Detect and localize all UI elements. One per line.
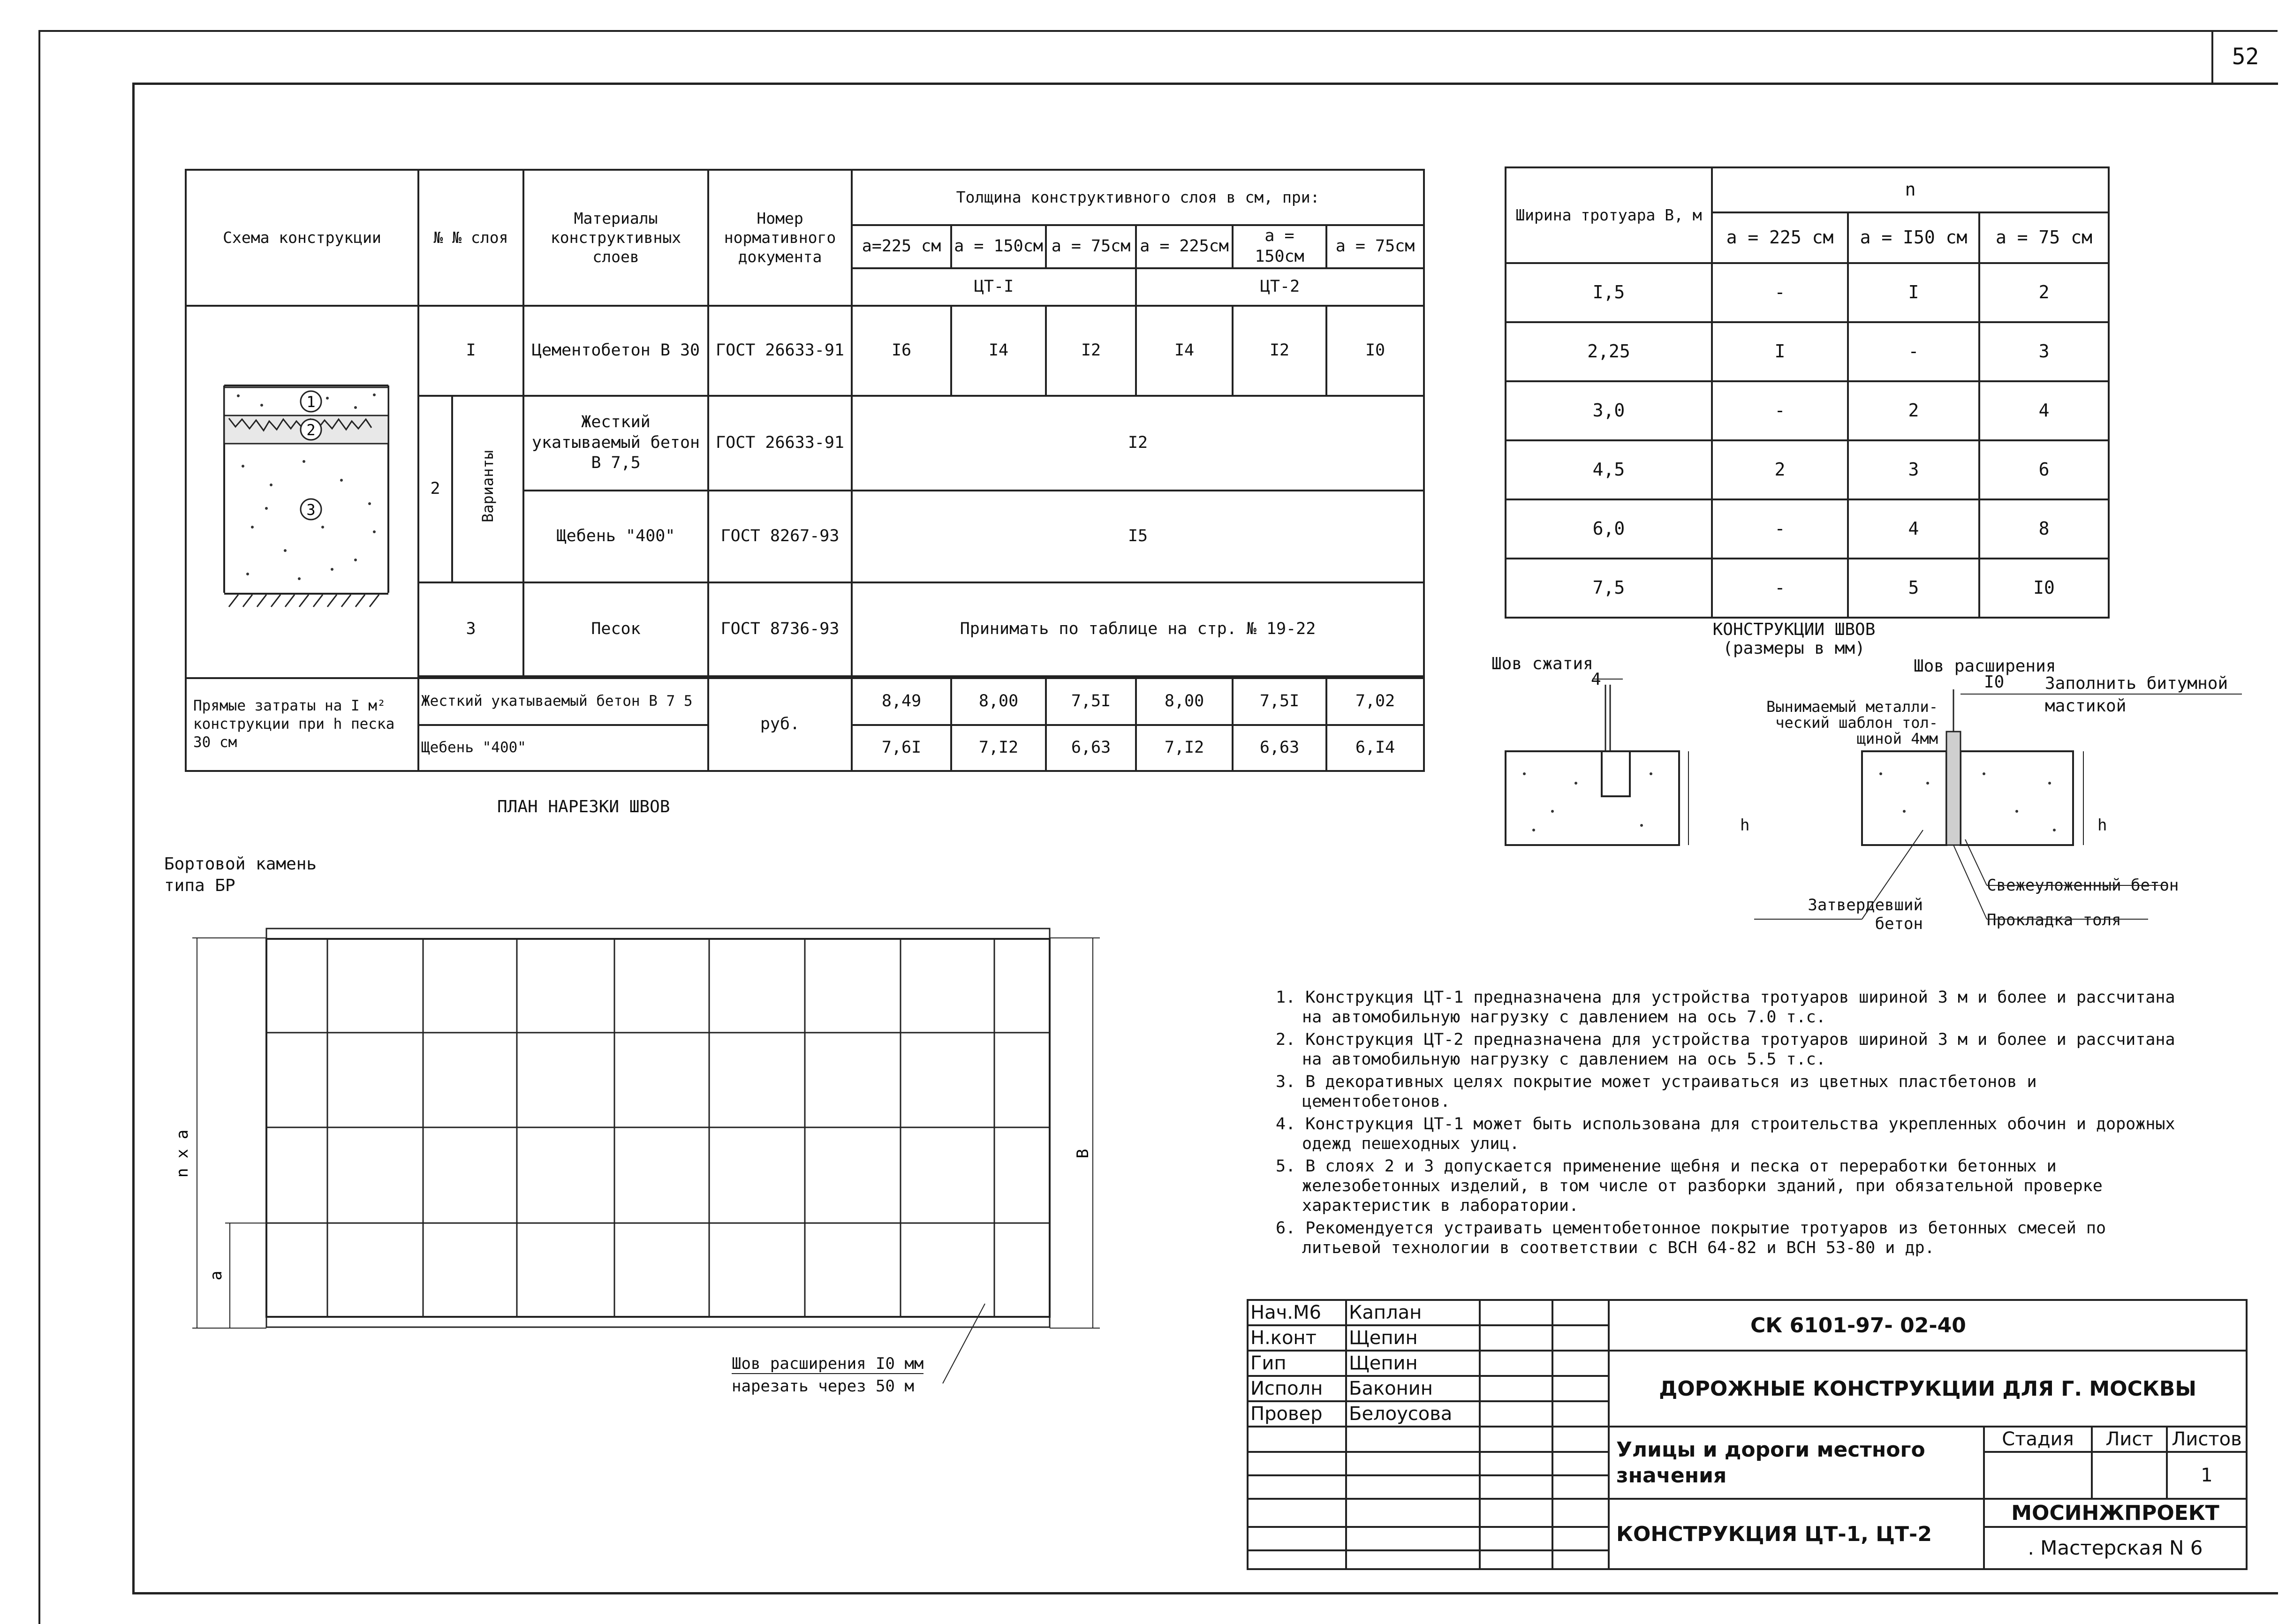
thickness-cell: I4 [1136,306,1233,396]
layer-doc: ГОСТ 26633-91 [708,396,852,491]
plan-title: ПЛАН НАРЕЗКИ ШВОВ [497,797,670,816]
stamp-role: Нач.М6 [1248,1300,1346,1325]
joints-drawing [1491,671,2251,952]
header-a: а = 75см [1326,225,1424,268]
plan-joint-note-1: Шов расширения I0 мм [732,1354,924,1373]
stamp-name: Баконин [1346,1376,1480,1401]
layer-scheme-drawing [187,307,419,677]
plan-drawing [173,919,1144,1388]
n-cell: - [1712,263,1848,322]
layer-doc: ГОСТ 26633-91 [708,306,852,396]
header-scheme: Схема конструкции [186,170,418,306]
layer-doc: ГОСТ 8267-93 [708,491,852,582]
layer-material: Жесткий укатываемый бетон В 7,5 [523,396,708,491]
header-ct2: ЦТ-2 [1136,268,1424,306]
n-cell: 8 [1979,499,2109,559]
stamp-section: Улицы и дороги местного значения [1609,1427,1984,1499]
thickness-merged: I5 [852,491,1424,582]
stamp-signature [1480,1401,1552,1427]
n-cell: I [1848,263,1979,322]
stamp-date [1552,1300,1609,1325]
header-a: а=225 см [852,225,951,268]
thickness-cell: I2 [1233,306,1326,396]
thickness-cell: I4 [951,306,1046,396]
thickness-cell: I6 [852,306,951,396]
header-materials: Материалы конструктивных слоев [523,170,708,306]
stamp-signature [1480,1376,1552,1401]
header-a: а = 75см [1046,225,1136,268]
n-cell: I0 [1979,559,2109,618]
note-item: 1. Конструкция ЦТ-1 предназначена для устройства тротуаров шириной 3 м и более и рассчитана на автомобильную нагрузку с давлением на ось 7.0 т.с. [1276,988,2175,1027]
stamp-date [1552,1325,1609,1351]
cost-label: Прямые затраты на I м² конструкции при h песка 30 см [186,678,418,771]
stamp-construction: КОНСТРУКЦИЯ ЦТ-1, ЦТ-2 [1609,1499,1984,1569]
note-item: 2. Конструкция ЦТ-2 предназначена для устройства тротуаров шириной 3 м и более и рассчитана на автомобильную нагрузку с давлением на ось 5.5 т.с. [1276,1030,2175,1069]
note-item: 5. В слоях 2 и 3 допускается применение щебня и песка от переработки бетонных и железобетонных изделий, в том числе от разборки зданий, при обязательной проверке характеристик в лаборатории. [1276,1157,2103,1215]
dim-4: 4 [1591,670,1601,689]
layer-no: I [418,306,523,396]
n-cell: 4 [1848,499,1979,559]
dim-a: a [207,1270,226,1281]
label-h-2: h [2097,816,2107,835]
cost-material: Жесткий укатываемый бетон В 7 5 [418,678,708,725]
thickness-merged: Принимать по таблице на стр. № 19-22 [852,582,1424,676]
width-value: 6,0 [1506,499,1712,559]
header-a: а = 225см [1136,225,1233,268]
n-cell: - [1848,322,1979,381]
n-cell: - [1712,559,1848,618]
note-item: 6. Рекомендуется устраивать цементобетонное покрытие тротуаров из бетонных смесей по литьевой технологии в соответствии с ВСН 64-82 и ВСН 53-80 и др. [1276,1219,2106,1257]
label-shov-rasshireniya: Шов расширения [1914,657,2056,676]
label-tol: Прокладка толя [1987,911,2121,929]
stamp-date [1552,1376,1609,1401]
stamp-name: Белоусова [1346,1401,1480,1427]
label-hardened-concrete: Затвердевший бетон [1808,896,1923,933]
cost-cell: 7,5I [1046,678,1136,725]
stamp-name: Щепин [1346,1325,1480,1351]
cost-cell: 7,I2 [951,725,1046,771]
scheme-cell [186,306,418,678]
n-cell: 4 [1979,381,2109,440]
dim-b: B [1074,1148,1092,1159]
layer-material: Щебень "400" [523,491,708,582]
width-value: 4,5 [1506,440,1712,499]
label-shov-szhatiya: Шов сжатия [1491,654,1593,673]
layer-material: Песок [523,582,708,676]
layer-no: 2 [418,396,452,582]
stamp-date [1552,1401,1609,1427]
stamp-code: СК 6101-97- 02-40 [1609,1300,2247,1351]
header-a: а = 150см [1233,225,1326,268]
label-h-1: h [1740,816,1750,835]
n-cell: 3 [1979,322,2109,381]
stamp-name: Каплан [1346,1300,1480,1325]
stamp-sheets-label: Листов [2167,1427,2247,1452]
cost-cell: 6,63 [1233,725,1326,771]
dim-10: I0 [1984,672,2005,692]
label-fresh-concrete: Свежеуложенный бетон [1987,876,2179,895]
scheme-mark-2: 2 [306,421,316,439]
stamp-org: МОСИНЖПРОЕКТ [1984,1499,2247,1527]
thickness-merged: I2 [852,396,1424,491]
width-table [1505,166,2110,619]
page-number: 52 [2211,31,2278,84]
stamp-role: Н.конт [1248,1325,1346,1351]
stamp-role: Гип [1248,1351,1346,1376]
notes-block [1276,988,2186,1261]
scheme-mark-1: 1 [306,393,316,411]
header-width: Ширина тротуара В, м [1506,167,1712,263]
width-value: 7,5 [1506,559,1712,618]
n-cell: 6 [1979,440,2109,499]
cost-unit: руб. [708,678,852,771]
stamp-title: ДОРОЖНЫЕ КОНСТРУКЦИИ ДЛЯ Г. МОСКВЫ [1609,1351,2247,1427]
n-cell: - [1712,499,1848,559]
width-value: 3,0 [1506,381,1712,440]
width-value: I,5 [1506,263,1712,322]
n-cell: 2 [1848,381,1979,440]
stamp-signature [1480,1325,1552,1351]
plan-joint-note-2: нарезать через 50 м [732,1377,914,1396]
stamp-date [1552,1351,1609,1376]
label-fill-mastic: Заполнить битумной мастикой [2045,674,2228,716]
header-a: а = I50 см [1848,212,1979,263]
title-block [1247,1299,2248,1570]
joints-subtitle: (размеры в мм) [1723,639,1865,658]
header-a: а = 75 см [1979,212,2109,263]
n-cell: - [1712,381,1848,440]
scheme-mark-3: 3 [306,500,316,519]
stamp-sheet-label: Лист [2092,1427,2167,1452]
stamp-sheets-value: 1 [2167,1452,2247,1499]
n-cell: 2 [1712,440,1848,499]
note-item: 3. В декоративных целях покрытие может устраиваться из цветных пластбетонов и цементобетонов. [1276,1073,2037,1111]
cost-cell: 7,6I [852,725,951,771]
cost-cell: 7,5I [1233,678,1326,725]
thickness-cell: I2 [1046,306,1136,396]
cost-cell: 6,63 [1046,725,1136,771]
cost-cell: 7,02 [1326,678,1424,725]
header-ct1: ЦТ-I [852,268,1136,306]
stamp-workshop: . Мастерская N 6 [1984,1527,2247,1569]
stamp-stage-label: Стадия [1984,1427,2092,1452]
width-value: 2,25 [1506,322,1712,381]
header-a: а = 225 см [1712,212,1848,263]
thickness-cell: I0 [1326,306,1424,396]
header-layer-no: № № слоя [418,170,523,306]
cost-cell: 8,49 [852,678,951,725]
stamp-role: Провер [1248,1401,1346,1427]
joints-title: КОНСТРУКЦИИ ШВОВ [1712,620,1876,639]
cost-cell: 7,I2 [1136,725,1233,771]
n-cell: 3 [1848,440,1979,499]
n-cell: I [1712,322,1848,381]
layer-no: 3 [418,582,523,676]
cost-cell: 8,00 [951,678,1046,725]
layers-table [185,169,1425,772]
layer-material: Цементобетон В 30 [523,306,708,396]
n-cell: 5 [1848,559,1979,618]
stamp-signature [1480,1351,1552,1376]
stamp-role: Исполн [1248,1376,1346,1401]
label-curb: Бортовой камень типа БР [164,854,317,895]
cost-material: Щебень "400" [418,725,708,771]
stamp-signature [1480,1300,1552,1325]
cost-cell: 6,I4 [1326,725,1424,771]
note-item: 4. Конструкция ЦТ-1 может быть использована для строительства укрепленных обочин и дорожных одежд пешеходных улиц. [1276,1115,2175,1153]
layer-doc: ГОСТ 8736-93 [708,582,852,676]
variants-text: Варианты [479,450,497,522]
header-a: а = 150см [951,225,1046,268]
header-thickness: Толщина конструктивного слоя в см, при: [852,170,1424,225]
dim-n-x-a: n x a [173,1129,192,1178]
cost-cell: 8,00 [1136,678,1233,725]
header-doc-number: Номер нормативного документа [708,170,852,306]
n-cell: 2 [1979,263,2109,322]
stamp-name: Щепин [1346,1351,1480,1376]
label-template: Вынимаемый металли-ческий шаблон тол-щиной 4мм [1766,698,1938,748]
header-n: n [1712,167,2109,212]
variants-label [452,396,523,582]
